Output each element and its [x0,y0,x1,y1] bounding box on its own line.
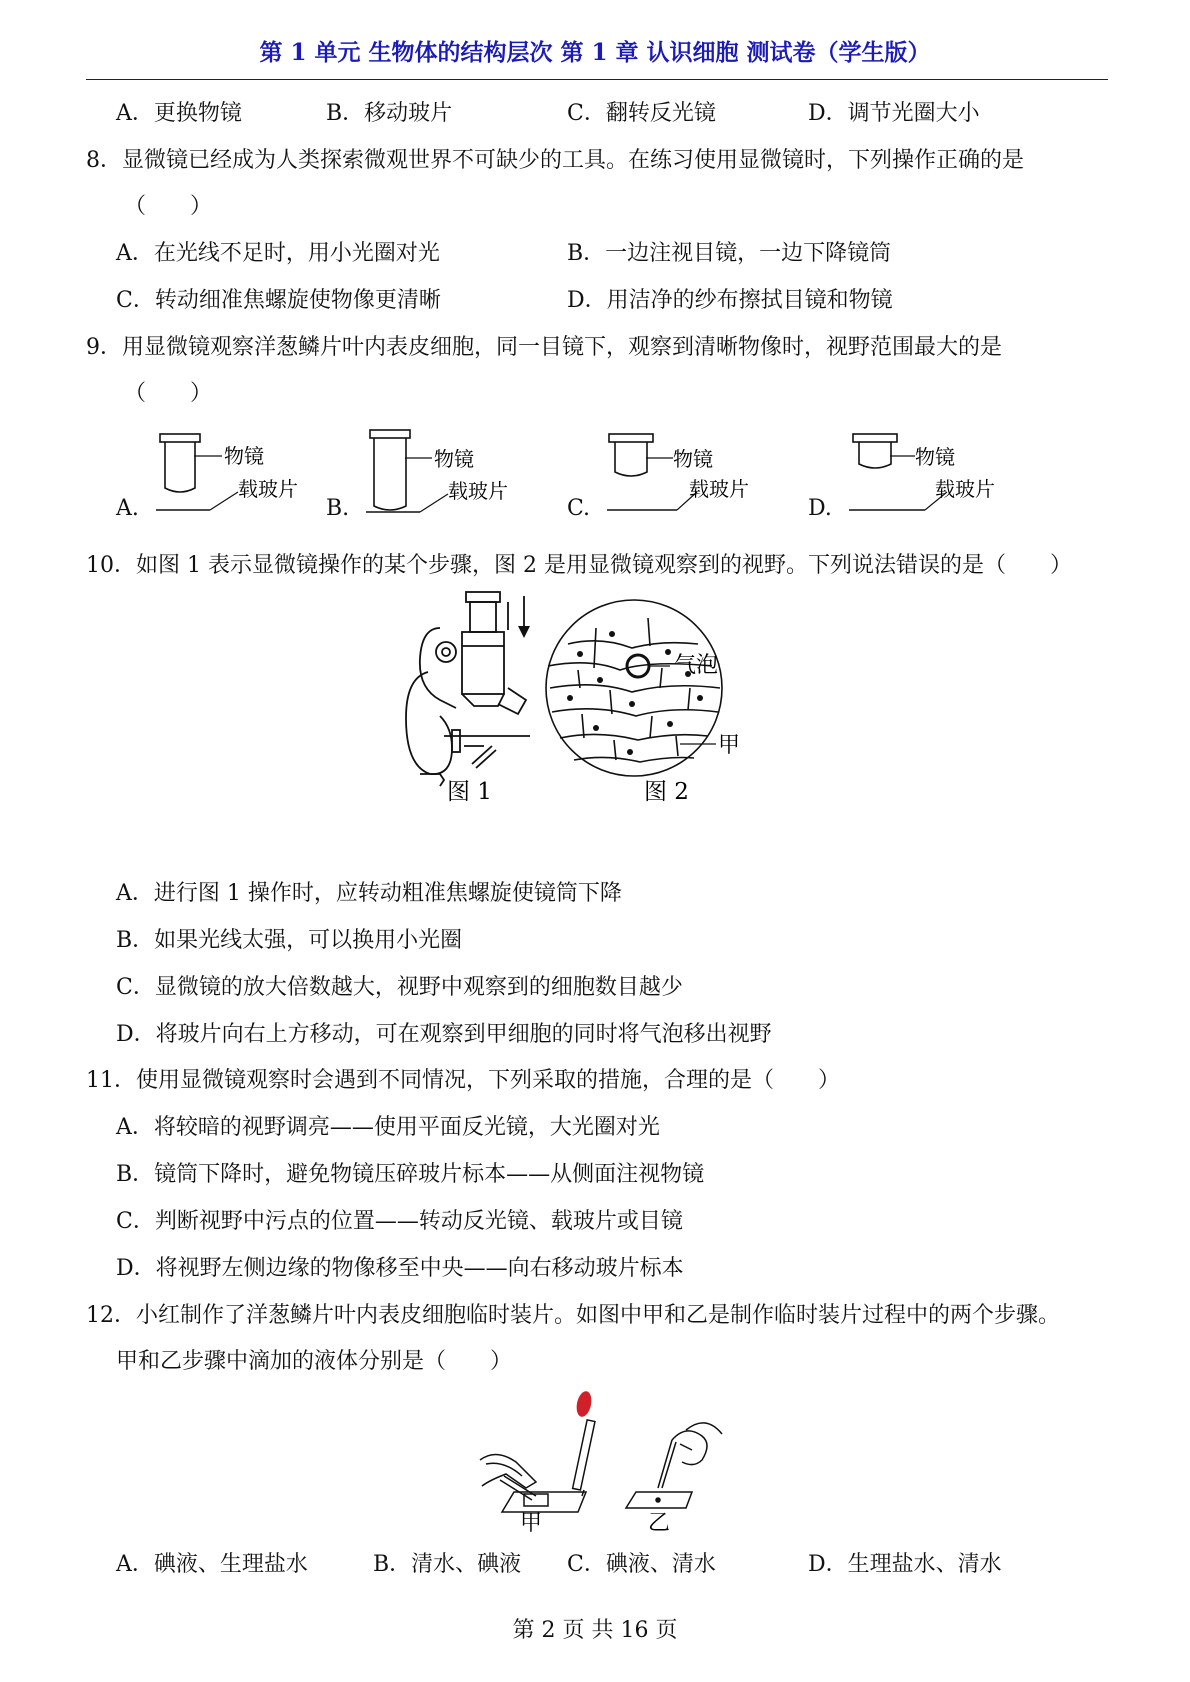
q9-figure-b [360,426,520,520]
step-yi-label: 乙 [648,1511,671,1532]
q11-option-a: A．将较暗的视野调亮——使用平面反光镜，大光圈对光 [116,1115,660,1140]
cell-jia-label: 甲 [718,733,741,758]
fig1-caption: 图 1 [447,779,492,805]
q9-d-slide-label: 载玻片 [935,477,995,501]
q11-option-b: B．镜筒下降时，避免物镜压碎玻片标本——从侧面注视物镜 [116,1162,705,1187]
q8-option-a: A．在光线不足时，用小光圈对光 [116,241,440,266]
q9-figure-a [150,428,310,518]
q9-c-slide-label: 载玻片 [689,477,749,501]
q12-option-a: A．碘液、生理盐水 [116,1552,308,1577]
q12-option-d: D．生理盐水、清水 [808,1552,1002,1577]
fig2-caption: 图 2 [644,779,689,805]
field-of-view [546,600,722,776]
q9-c-objective-label: 物镜 [673,447,713,471]
q12-stem-line1: 12．小红制作了洋葱鳞片叶内表皮细胞临时装片。如图中甲和乙是制作临时装片过程中的两个步骤。 [86,1303,1060,1328]
step-jia-drawing [480,1420,595,1512]
q9-letter-c: C. [567,496,591,521]
q9-b-slide-label: 载玻片 [448,479,508,503]
q9-a-slide-label: 载玻片 [238,477,298,501]
q11-option-c: C．判断视野中污点的位置——转动反光镜、载玻片或目镜 [116,1209,683,1234]
q8-option-b: B．一边注视目镜，一边下降镜筒 [567,241,892,266]
q10-option-c: C．显微镜的放大倍数越大，视野中观察到的细胞数目越少 [116,975,683,1000]
q7-option-d: D．调节光圈大小 [808,101,980,126]
q8-option-c: C．转动细准焦螺旋使物像更清晰 [116,288,441,313]
header-divider [86,79,1108,80]
q8-option-d: D．用洁净的纱布擦拭目镜和物镜 [567,288,893,313]
bubble-label: 气泡 [674,653,719,678]
q12-option-b: B．清水、碘液 [373,1552,522,1577]
q12-option-c: C．碘液、清水 [567,1552,716,1577]
q8-stem: 8．显微镜已经成为人类探索微观世界不可缺少的工具。在练习使用显微镜时，下列操作正确的是 [86,148,1025,173]
q10-option-b: B．如果光线太强，可以换用小光圈 [116,928,463,953]
q9-d-objective-label: 物镜 [915,445,955,469]
q9-letter-a: A. [116,496,139,521]
q7-option-a: A．更换物镜 [116,101,242,126]
q10-stem: 10．如图 1 表示显微镜操作的某个步骤，图 2 是用显微镜观察到的视野。下列说法错误的是（ ） [86,553,1072,578]
q9-a-objective-label: 物镜 [224,444,264,468]
q8-answer-paren: （ ） [124,194,213,219]
page-header-title: 第 1 单元 生物体的结构层次 第 1 章 认识细胞 测试卷（学生版） [259,39,931,66]
q9-figure-c [601,428,761,518]
q10-option-a: A．进行图 1 操作时，应转动粗准焦螺旋使镜筒下降 [116,881,622,906]
q9-figure-d [845,428,1005,518]
q9-b-objective-label: 物镜 [434,447,474,471]
down-arrow-icon [518,596,530,638]
q9-letter-d: D. [808,496,832,521]
q11-stem: 11．使用显微镜观察时会遇到不同情况，下列采取的措施，合理的是（ ） [86,1068,840,1093]
dropper-bulb-icon [574,1390,593,1418]
step-jia-label: 甲 [520,1511,543,1532]
page-number: 第 2 页 共 16 页 [512,1618,678,1643]
q9-answer-paren: （ ） [124,381,213,406]
cell-nuclei [567,631,703,755]
q12-stem-line2: 甲和乙步骤中滴加的液体分别是（ ） [116,1349,513,1374]
q11-option-d: D．将视野左侧边缘的物像移至中央——向右移动玻片标本 [116,1256,684,1281]
q9-letter-b: B. [326,496,350,521]
q9-stem: 9．用显微镜观察洋葱鳞片叶内表皮细胞，同一目镜下，观察到清晰物像时，视野范围最大的是 [86,335,1003,360]
q7-option-b: B．移动玻片 [326,101,453,126]
q10-figure [400,588,820,808]
q12-figure [476,1384,756,1532]
microscope-drawing [406,592,530,786]
step-yi-drawing [626,1423,722,1508]
q10-option-d: D．将玻片向右上方移动，可在观察到甲细胞的同时将气泡移出视野 [116,1022,772,1047]
q7-option-c: C．翻转反光镜 [567,101,716,126]
